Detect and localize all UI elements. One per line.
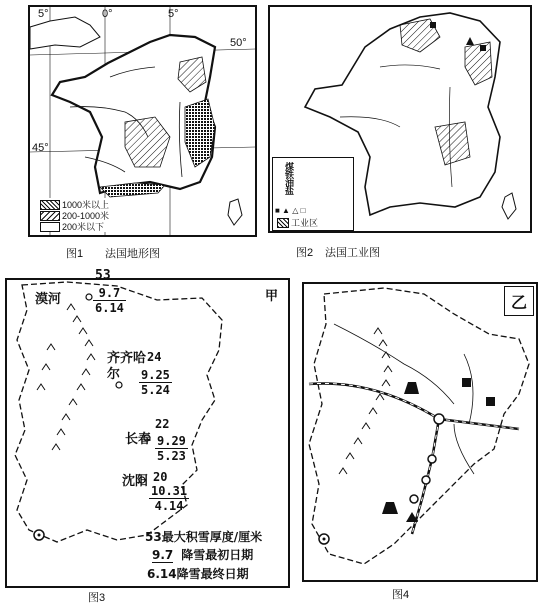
coal-symbol-1 [462,378,471,387]
fig2-caption-number: 图2 [296,247,314,259]
rail-city-changchun [428,455,436,463]
fig2-legend-symbols: ■ ▲ △ □ [275,206,306,215]
station-snow-changchun: 22 [155,417,170,431]
legend-swatch-low [40,222,60,232]
fig1-caption-number: 图1 [66,248,84,260]
fig1-legend [38,198,128,232]
fig4-caption-number: 图4 [392,589,410,601]
fig3-legend-snow-text: 最大积雪厚度/厘米 [161,530,263,544]
lon-label-e5: 5° [168,8,179,20]
fig3-corner-label: 甲 [265,288,279,303]
fig2-legend [272,157,354,231]
city-dalian-fig4-dot [323,538,326,541]
fig4-corner-label-box [504,286,534,316]
fig3-legend-first [152,546,253,563]
station-dates-shenyang [149,484,189,513]
fig3-legend-last-key: 6.14 [147,567,177,581]
legend-swatch-high [40,200,60,210]
fig3-legend-first-text: 降雪最初日期 [181,548,254,562]
legend-swatch-mid [40,211,60,221]
fig3-legend-snow-key: 53 [145,530,162,544]
fig3-legend-last [147,565,249,582]
fig2-legend-zone-label: 工业区 [291,218,319,228]
station-first-changchun: 9.29 [157,434,186,448]
station-snow-qiqihar: 24 [147,350,162,364]
fig2-caption-title: 法国工业图 [325,247,380,259]
rail-city-harbin [434,414,444,424]
rail-city-siping [422,476,430,484]
england-coast [30,17,100,49]
city-dalian-dot [38,534,41,537]
fig3-legend-snow [145,528,262,545]
fig1-map-panel [28,5,257,237]
fig3-map-panel [5,268,290,588]
fig3-top-value: 53 [95,268,111,283]
fig4-corner-label: 乙 [510,294,527,312]
fig2-legend-zone-swatch [277,218,289,228]
corsica-island [228,199,242,225]
fig3-legend-first-key: 9.7 [152,548,174,562]
legend-label-high: 1000米以上 [62,200,110,210]
lat-label-45: 45° [32,142,49,154]
station-first-shenyang: 10.31 [151,484,188,498]
northeast-border [15,282,222,542]
fig4-region-map [304,284,536,580]
lon-label-0: 0° [102,8,113,20]
lat-label-50: 50° [230,37,247,49]
station-dates-mohe [93,286,126,315]
corsica-fig2 [502,193,516,219]
station-dates-qiqihar [139,368,172,397]
coal-symbol [430,22,436,28]
coal-symbol-2 [486,397,495,406]
legend-label-low: 200米以下 [62,222,105,232]
station-name-changchun: 长春 [125,431,152,446]
lon-label-w5: 5° [38,8,49,20]
station-last-mohe: 6.14 [95,301,124,315]
fig2-map-panel [268,5,532,233]
iron-symbol [480,45,486,51]
station-name-qiqihar: 齐齐哈尔 [107,350,147,381]
station-name-mohe: 漠河 [35,291,62,306]
station-last-qiqihar: 5.24 [141,383,170,397]
fig4-map-panel [302,282,538,582]
station-last-shenyang: 4.14 [154,499,184,513]
city-qiqihar-marker [116,382,122,388]
station-snow-shenyang: 20 [153,470,168,484]
city-mohe-marker [86,294,92,300]
legend-label-mid: 200-1000米 [62,211,110,221]
rail-city-shenyang [410,495,418,503]
station-first-qiqihar: 9.25 [141,368,170,382]
fig3-legend-last-text: 降雪最终日期 [176,567,249,581]
station-name-shenyang: 沈阳 [122,473,149,488]
fig3-caption-number: 图3 [88,592,106,604]
station-last-changchun: 5.23 [157,449,186,463]
fig2-legend-resources: 煤铁油盐 [284,162,294,194]
station-dates-changchun [155,434,188,463]
station-first-mohe: 9.7 [93,286,126,301]
fig1-caption-title: 法国地形图 [105,248,160,260]
